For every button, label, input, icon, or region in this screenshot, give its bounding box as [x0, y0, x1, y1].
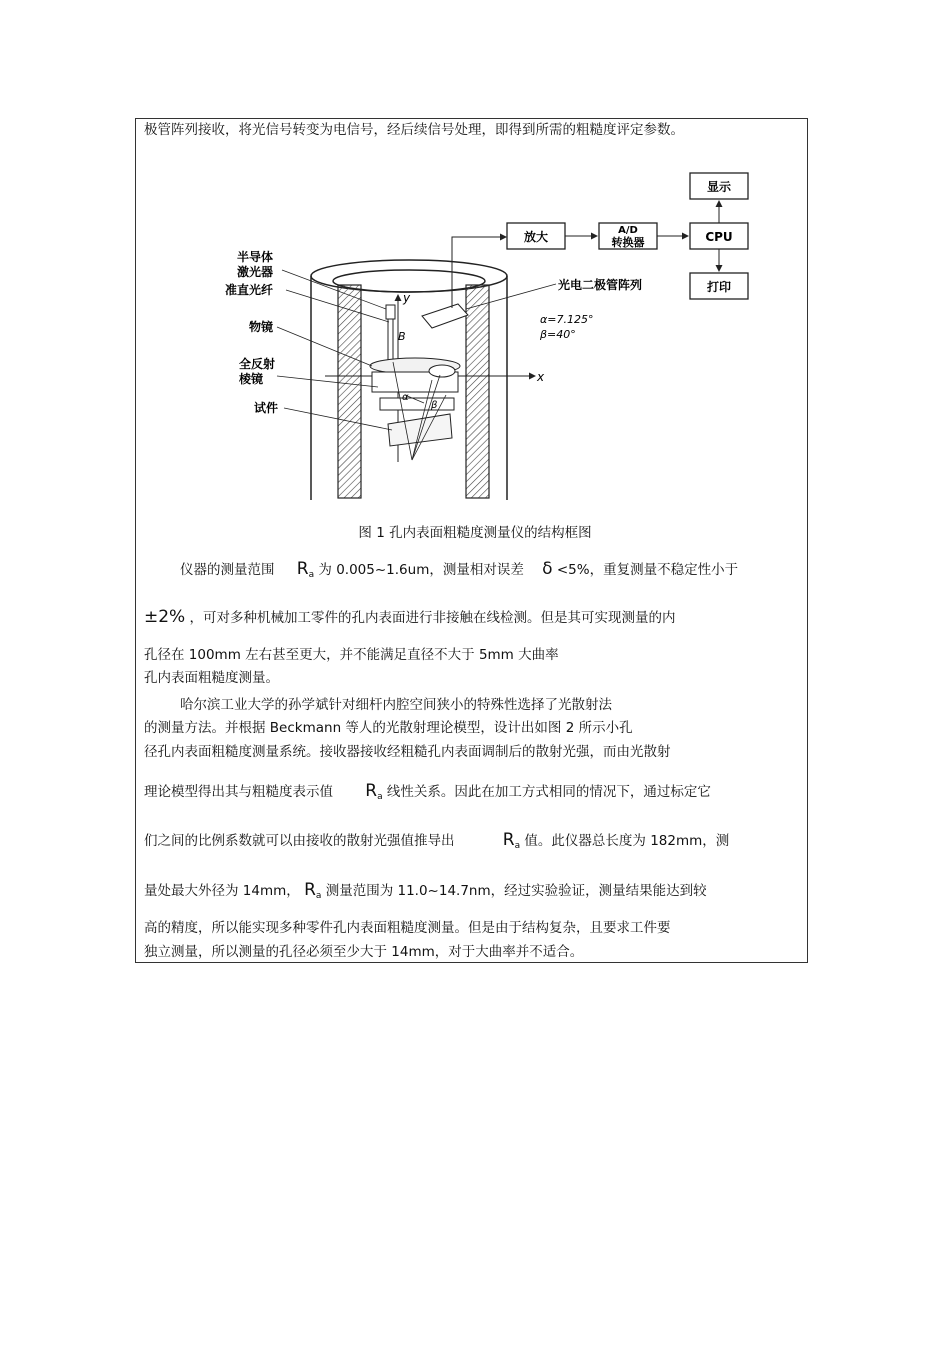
label-objective: 物镜	[249, 320, 274, 334]
label-sample: 试件	[254, 401, 279, 415]
print-label: 打印	[706, 280, 732, 294]
figure-caption: 图 1 孔内表面粗糙度测量仪的结构框图	[358, 525, 592, 541]
label-fiber: 准直光纤	[225, 283, 274, 297]
para2-line7: 高的精度，所以能实现多种零件孔内表面粗糙度测量。但是由于结构复杂，且要求工件要	[144, 920, 671, 936]
para2-text-g: 值。此仪器总长度为 182mm，测	[524, 833, 730, 849]
para2-line5	[144, 831, 729, 855]
cylinder-wall-left	[338, 285, 361, 498]
laser-body	[386, 305, 395, 319]
para1-line1	[180, 560, 738, 584]
label-diode: 光电二极管阵列	[558, 278, 643, 292]
para2-text-f: 们之间的比例系数就可以由接收的散射光强值推导出	[144, 833, 455, 849]
fiber-body	[388, 319, 393, 361]
ra-subscript-3: a	[514, 841, 521, 851]
para2-text-h: 量处最大外径为 14mm，	[144, 883, 300, 899]
para2-line3: 径孔内表面粗糙度测量系统。接收器接收经粗糙孔内表面调制后的散射光强，而由光散射	[144, 744, 671, 760]
para2-text-i: 测量范围为 11.0~14.7nm，经过实验验证，测量结果能达到较	[325, 883, 707, 899]
plus-minus-value: ±2%	[144, 607, 186, 627]
para1-text-c: <5%，重复测量不稳定性小于	[556, 562, 739, 578]
label-laser-2: 激光器	[237, 265, 274, 279]
label-prism-2: 棱镜	[239, 372, 264, 386]
display-label: 显示	[706, 180, 732, 194]
ra-symbol-4: R	[304, 880, 316, 900]
para2-text-d: 理论模型得出其与粗糙度表示值	[144, 784, 333, 800]
cpu-label: CPU	[705, 230, 733, 244]
label-B: B	[398, 330, 406, 343]
ra-subscript-4: a	[315, 891, 322, 901]
axis-x-label: x	[537, 370, 545, 384]
text-line-1: 极管阵列接收，将光信号转变为电信号，经后续信号处理，即得到所需的粗糙度评定参数。	[144, 122, 684, 138]
para2-line4	[144, 782, 711, 806]
amplifier-label: 放大	[523, 230, 549, 244]
para1-text-a: 仪器的测量范围	[180, 562, 275, 578]
delta-symbol: δ	[542, 559, 553, 579]
ra-symbol-3: R	[502, 830, 515, 850]
para2-line6	[144, 881, 707, 905]
para1-text-b: 为 0.005~1.6um，测量相对误差	[318, 562, 524, 578]
para1-line3: 孔径在 100mm 左右甚至更大，并不能满足直径不大于 5mm 大曲率	[144, 647, 559, 663]
para2-text-e: 线性关系。因此在加工方式相同的情况下，通过标定它	[386, 784, 711, 800]
ra-subscript-2: a	[377, 792, 383, 802]
beta-value: β=40°	[540, 328, 576, 341]
alpha-value: α=7.125°	[540, 313, 594, 326]
para2-line8: 独立测量，所以测量的孔径必须至少大于 14mm，对于大曲率并不适合。	[144, 944, 584, 960]
label-alpha-angle: α	[402, 392, 409, 403]
para1-text-d: ，可对多种机械加工零件的孔内表面进行非接触在线检测。但是其可实现测量的内	[189, 610, 676, 626]
para1-line4: 孔内表面粗糙度测量。	[144, 670, 279, 686]
para1-line2	[144, 608, 676, 627]
para2-line2: 的测量方法。并根据 Beckmann 等人的光散射理论模型，设计出如图 2 所示小孔	[144, 720, 633, 736]
ad-label-2: 转换器	[611, 236, 645, 249]
ra-subscript: a	[308, 570, 315, 580]
photodiode-array	[422, 304, 468, 328]
para2-line1: 哈尔滨工业大学的孙学斌针对细杆内腔空间狭小的特殊性选择了光散射法	[180, 697, 612, 713]
label-prism-1: 全反射	[239, 357, 276, 371]
label-beta-angle: β	[431, 400, 438, 411]
ra-symbol-2: R	[365, 781, 378, 801]
axis-y-label: y	[403, 291, 411, 305]
label-laser-1: 半导体	[237, 250, 274, 264]
ra-symbol: R	[296, 559, 309, 579]
cylinder-wall-right	[466, 285, 489, 498]
ad-label-1: A/D	[618, 225, 638, 236]
